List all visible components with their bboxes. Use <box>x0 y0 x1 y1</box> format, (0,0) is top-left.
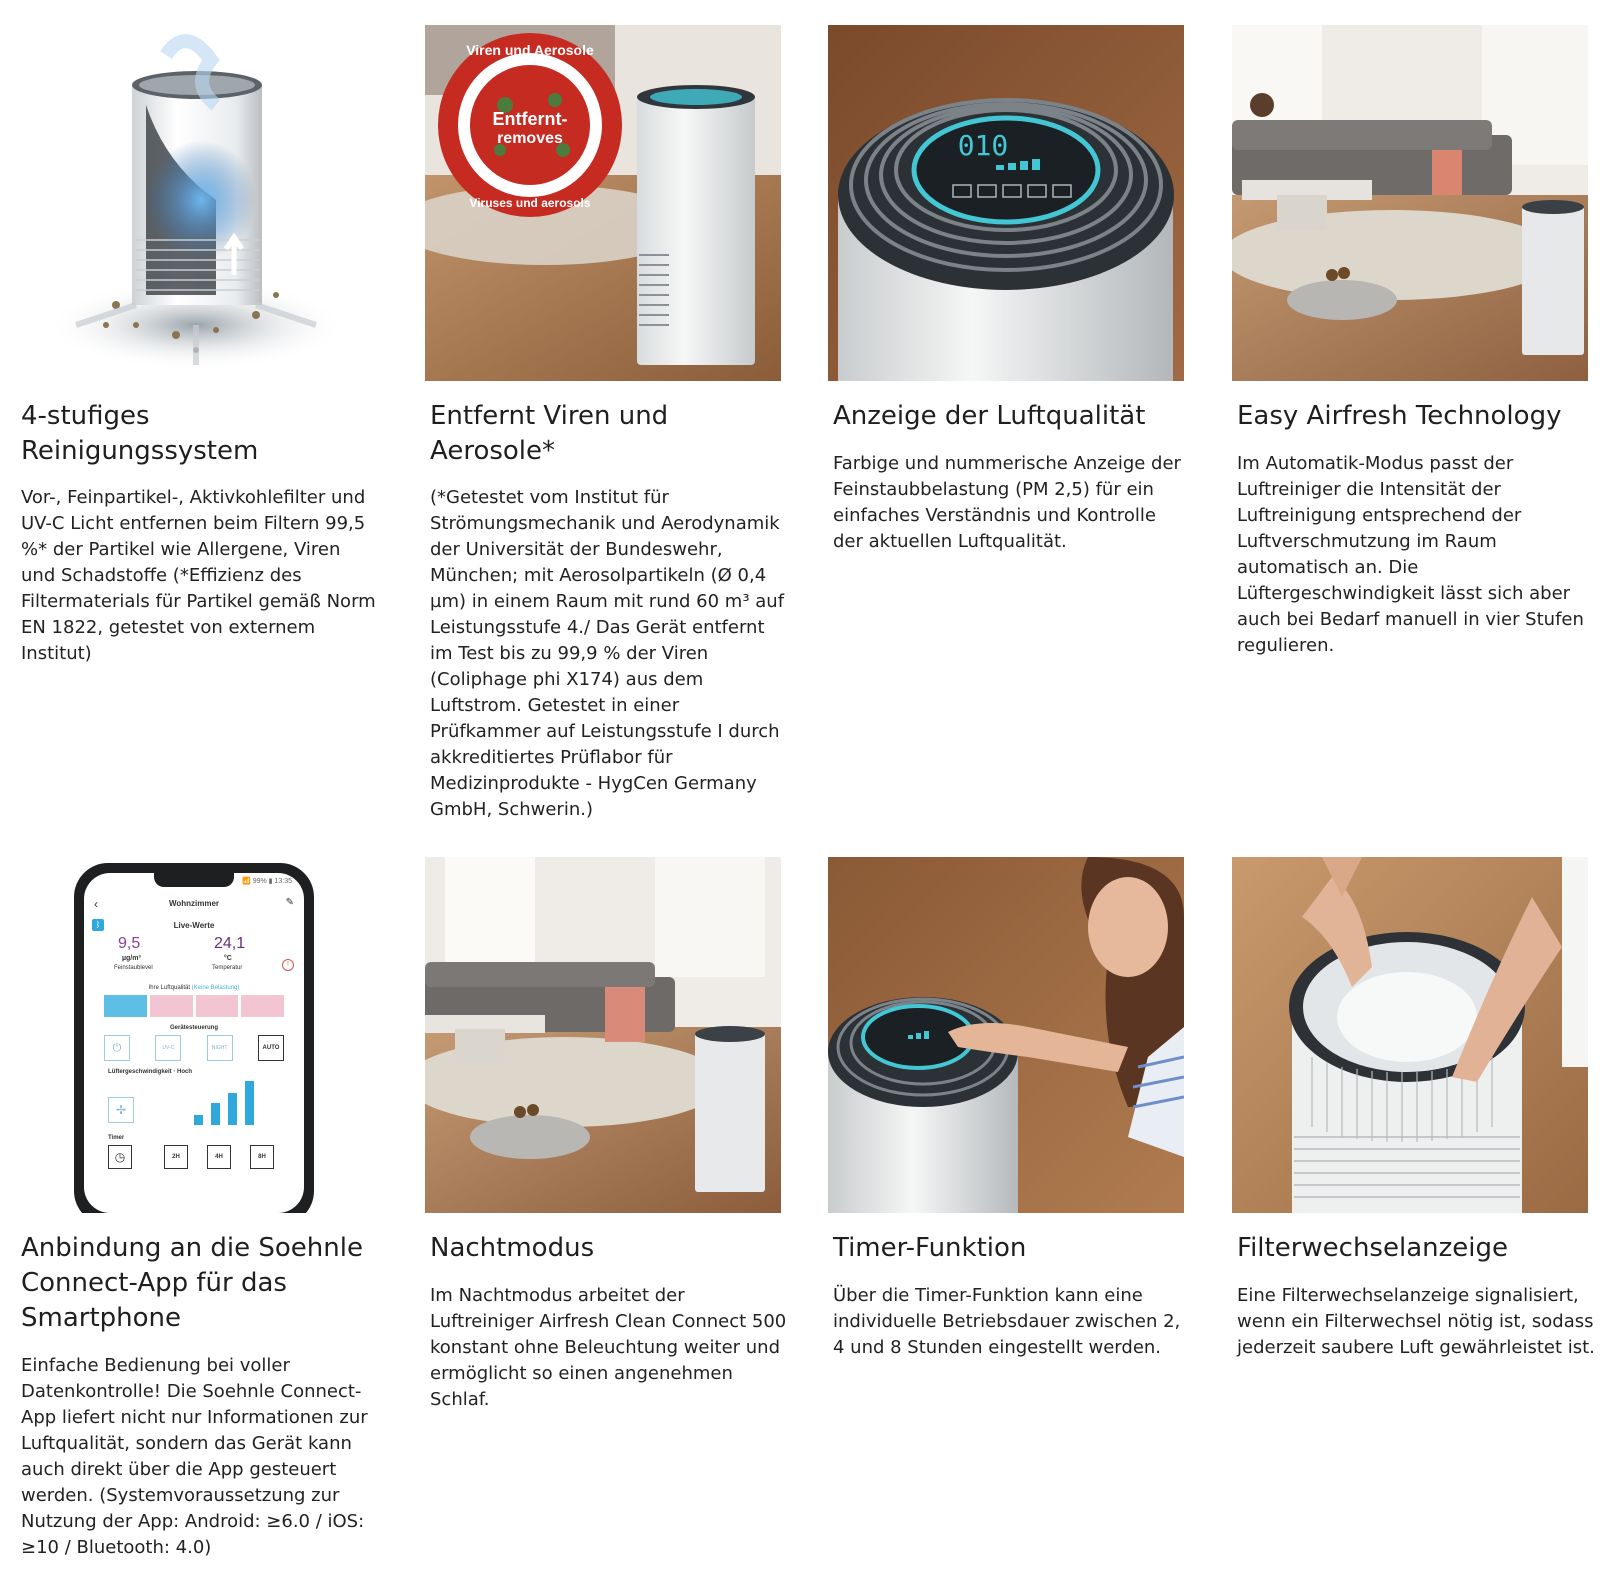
feature-description: Eine Filterwechselanzeige signalisiert, wenn ein Filterwechsel nötig ist, sodass jederzeit saubere Luft gewährleistet ist. <box>1237 1285 1595 1358</box>
woman-using-purifier-image <box>828 857 1184 1213</box>
power-button[interactable]: ⏻ <box>104 1035 130 1061</box>
air-quality-segment <box>196 995 239 1017</box>
fan-speed-bar[interactable] <box>245 1081 254 1125</box>
feature-description: Im Nachtmodus arbeitet der Luftreiniger Airfresh Clean Connect 500 konstant ohne Beleuchtung weiter und ermöglicht so einen angenehmen Schlaf. <box>430 1285 787 1410</box>
badge-center-text-2: removes <box>497 130 563 147</box>
living-room-scene-image <box>1232 25 1588 381</box>
fan-speed-bar[interactable] <box>211 1103 220 1125</box>
feature-title: Nachtmodus <box>430 1233 595 1263</box>
device-control-label: Gerätesteuerung <box>169 1025 218 1031</box>
uvc-button[interactable]: UV-C <box>155 1035 181 1061</box>
badge-bottom-text: Viruses und aerosols <box>469 196 591 210</box>
auto-button[interactable]: AUTO <box>258 1035 284 1061</box>
purifier-display-closeup-image <box>828 25 1184 381</box>
feature-title: Timer-Funktion <box>833 1233 1027 1263</box>
fan-speed-row: Lüftergeschwindigkeit · Hoch <box>108 1069 193 1075</box>
living-room-night-image <box>425 857 781 1213</box>
live-values-label: Live-Werte <box>173 921 215 930</box>
temp-unit: °C <box>224 955 232 962</box>
filter-replacement-image <box>1232 857 1588 1213</box>
pm-label: Feinstaublevel <box>114 965 153 971</box>
feature-description: Farbige und nummerische Anzeige der Feinstaubbelastung (PM 2,5) für ein einfaches Verständnis und Kontrolle der aktuellen Luftqualität. <box>833 453 1181 552</box>
timer-icon[interactable]: ◷ <box>108 1145 132 1169</box>
pm-unit: µg/m³ <box>122 955 141 962</box>
timer-4h-button[interactable]: 4H <box>207 1145 231 1169</box>
phone-notch <box>154 873 234 887</box>
fan-speed-bar[interactable] <box>194 1115 203 1125</box>
feature-description: (*Getestet vom Institut für Strömungsmechanik und Aerodynamik der Universität der Bundeswehr, München; mit Aerosolpartikeln (Ø 0,4 µm) in einem Raum mit rund 60 m³ auf Leistungsstufe 4./ Das Gerät entfernt im Test bis zu 99,9 % der Viren (Coliphage phi X174) aus dem Luftstrom. Getestet in einer Prüfkammer auf Leistungsstufe I durch akkreditiertes Prüflabor für Medizinprodukte - HygCen Germany GmbH, Schwerin.) <box>430 487 785 820</box>
feature-title: Easy Airfresh Technology <box>1237 401 1562 431</box>
air-quality-segment <box>241 995 284 1017</box>
device-control-buttons <box>104 1035 284 1061</box>
feature-description: Im Automatik-Modus passt der Luftreiniger die Intensität der Luftreinigung entsprechend der Luftverschmutzung im Raum automatisch an. Die Lüftergeschwindigkeit lässt sich aber auch bei Bedarf manuell in vier Stufen regulieren. <box>1237 453 1584 656</box>
fan-speed-bars[interactable] <box>194 1081 284 1125</box>
phone-status-bar: 📶 99% ▮ 13:35 <box>242 878 292 885</box>
feature-title: Filterwechselanzeige <box>1237 1233 1508 1263</box>
air-quality-status: (Keine Belastung) <box>191 985 240 991</box>
timer-buttons <box>164 1145 274 1169</box>
fan-speed-bar[interactable] <box>228 1093 237 1125</box>
bluetooth-icon: ᛒ <box>92 919 104 931</box>
temp-value: 24,1 <box>214 935 246 952</box>
timer-8h-button[interactable]: 8H <box>250 1145 274 1169</box>
feature-description: Vor-, Feinpartikel-, Aktivkohlefilter und UV-C Licht entfernen beim Filtern 99,5 %* der Partikel wie Allergene, Viren und Schadstoffe (*Effizienz des Filtermaterials für Partikel gemäß Norm EN 1822, getestet von externem Institut) <box>21 487 376 664</box>
feature-title: Anzeige der Luftqualität <box>833 401 1146 431</box>
timer-2h-button[interactable]: 2H <box>164 1145 188 1169</box>
fan-speed-label: Lüftergeschwindigkeit <box>108 1069 172 1075</box>
purifier-living-room-image <box>425 25 781 381</box>
air-quality-title: Ihre Luftqualität <box>148 985 190 991</box>
timer-label: Timer <box>108 1135 125 1141</box>
edit-icon[interactable]: ✎ <box>285 897 294 908</box>
app-screen-title: Wohnzimmer <box>168 899 220 908</box>
purifier-cutaway-image <box>16 25 372 381</box>
feature-title: Entfernt Viren und Aerosole* <box>430 401 669 466</box>
badge-top-text: Viren und Aerosole <box>466 42 594 58</box>
air-quality-label <box>84 985 304 991</box>
pm-value: 9,5 <box>118 935 141 952</box>
feature-title: Anbindung an die Soehnle Connect-App für das Smartphone <box>21 1233 363 1333</box>
air-quality-segment <box>150 995 193 1017</box>
air-quality-bar <box>104 995 284 1017</box>
feature-title: 4-stufiges Reinigungssystem <box>21 401 259 466</box>
smartphone-frame <box>74 863 314 1213</box>
smartphone-app-image <box>16 857 372 1213</box>
fan-icon[interactable]: ✢ <box>108 1097 134 1123</box>
display-value: 010 <box>957 129 1009 162</box>
info-icon[interactable]: ! <box>282 959 294 971</box>
temp-label: Temperatur <box>212 965 243 971</box>
back-arrow-icon[interactable]: ‹ <box>94 897 98 911</box>
night-button[interactable]: NIGHT <box>207 1035 233 1061</box>
badge-center-text-1: Entfernt- <box>492 109 568 129</box>
feature-description: Über die Timer-Funktion kann eine individuelle Betriebsdauer zwischen 2, 4 und 8 Stunden eingestellt werden. <box>833 1285 1181 1358</box>
air-quality-segment-good <box>104 995 147 1017</box>
fan-speed-value: Hoch <box>177 1069 193 1075</box>
feature-description: Einfache Bedienung bei voller Datenkontrolle! Die Soehnle Connect-App liefert nicht nur Informationen zur Luftqualität, sondern das Gerät kann auch direkt über die App gesteuert werden. (Systemvoraussetzung zur Nutzung der App: Android: ≥6.0 / iOS: ≥10 / Bluetooth: 4.0) <box>21 1355 368 1558</box>
smartphone-screen <box>84 873 304 1213</box>
